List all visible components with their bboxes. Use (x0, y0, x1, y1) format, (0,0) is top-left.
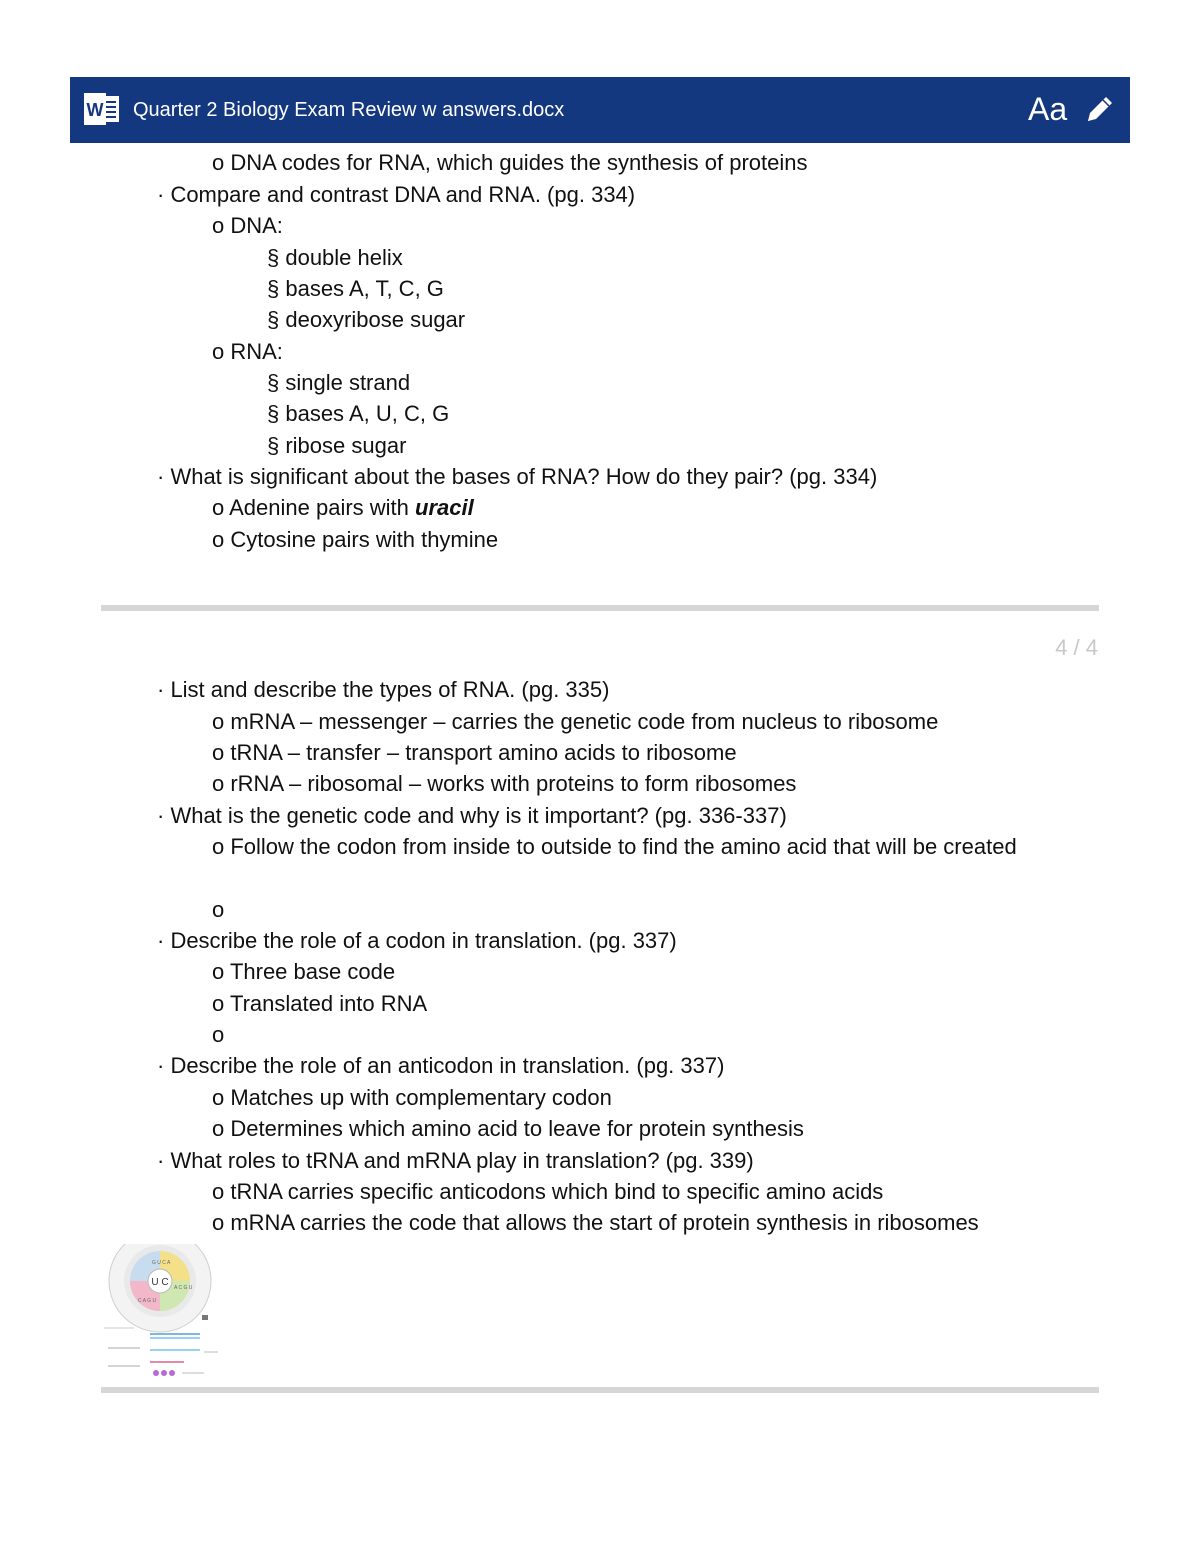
document-title: Quarter 2 Biology Exam Review w answers.docx (133, 99, 565, 121)
text-segment: o Adenine pairs with (212, 495, 416, 520)
question-line: · What is the genetic code and why is it important? (pg. 336-337) (157, 803, 787, 828)
text-line: § single strand (267, 370, 411, 395)
emphasized-word: uracil (415, 495, 474, 520)
text-line: o DNA: (212, 213, 283, 238)
text-line: § double helix (267, 245, 403, 270)
svg-text:U C: U C (151, 1277, 169, 1288)
text-line: o mRNA – messenger – carries the genetic code from nucleus to ribosome (212, 709, 939, 734)
text-line: § bases A, T, C, G (267, 276, 444, 301)
page-divider (101, 1387, 1099, 1393)
text-line: o rRNA – ribosomal – works with proteins to form ribosomes (212, 771, 797, 796)
svg-text:A C G U: A C G U (174, 1285, 193, 1291)
question-line: · What is significant about the bases of RNA? How do they pair? (pg. 334) (157, 464, 878, 489)
text-line: § bases A, U, C, G (267, 401, 450, 426)
text-line: o (212, 1022, 225, 1047)
page-divider (101, 605, 1099, 611)
text-line: o tRNA – transfer – transport amino acids to ribosome (212, 740, 737, 765)
question-line: · Compare and contrast DNA and RNA. (pg. 334) (157, 182, 636, 207)
codon-wheel-figure (104, 1244, 220, 1378)
question-line: · What roles to tRNA and mRNA play in translation? (pg. 339) (157, 1148, 754, 1173)
text-line: o Determines which amino acid to leave for protein synthesis (212, 1116, 804, 1141)
text-line: o RNA: (212, 339, 283, 364)
text-line: o Cytosine pairs with thymine (212, 527, 499, 552)
svg-text:W: W (86, 100, 104, 120)
text-line (212, 492, 474, 523)
text-line: o DNA codes for RNA, which guides the synthesis of proteins (212, 150, 808, 175)
text-line: o (212, 897, 225, 922)
word-icon (84, 93, 120, 125)
text-line: § deoxyribose sugar (267, 307, 466, 332)
svg-text:C A G U: C A G U (138, 1298, 157, 1304)
text-line: o mRNA carries the code that allows the start of protein synthesis in ribosomes (212, 1210, 979, 1235)
text-line: o Three base code (212, 959, 396, 984)
question-line: · List and describe the types of RNA. (pg. 335) (157, 677, 610, 702)
question-line: · Describe the role of a codon in translation. (pg. 337) (157, 928, 677, 953)
text-line: § ribose sugar (267, 433, 407, 458)
text-line: o Follow the codon from inside to outside to find the amino acid that will be created (212, 834, 1017, 859)
pencil-icon[interactable] (1082, 93, 1116, 127)
svg-text:G U C A: G U C A (152, 1260, 171, 1266)
font-size-button[interactable]: Aa (1028, 91, 1068, 127)
question-line: · Describe the role of an anticodon in translation. (pg. 337) (157, 1053, 725, 1078)
document-header (70, 77, 1130, 143)
page-number: 4 / 4 (1055, 635, 1098, 660)
text-line: o tRNA carries specific anticodons which bind to specific amino acids (212, 1179, 884, 1204)
text-line: o Translated into RNA (212, 991, 428, 1016)
text-line: o Matches up with complementary codon (212, 1085, 612, 1110)
